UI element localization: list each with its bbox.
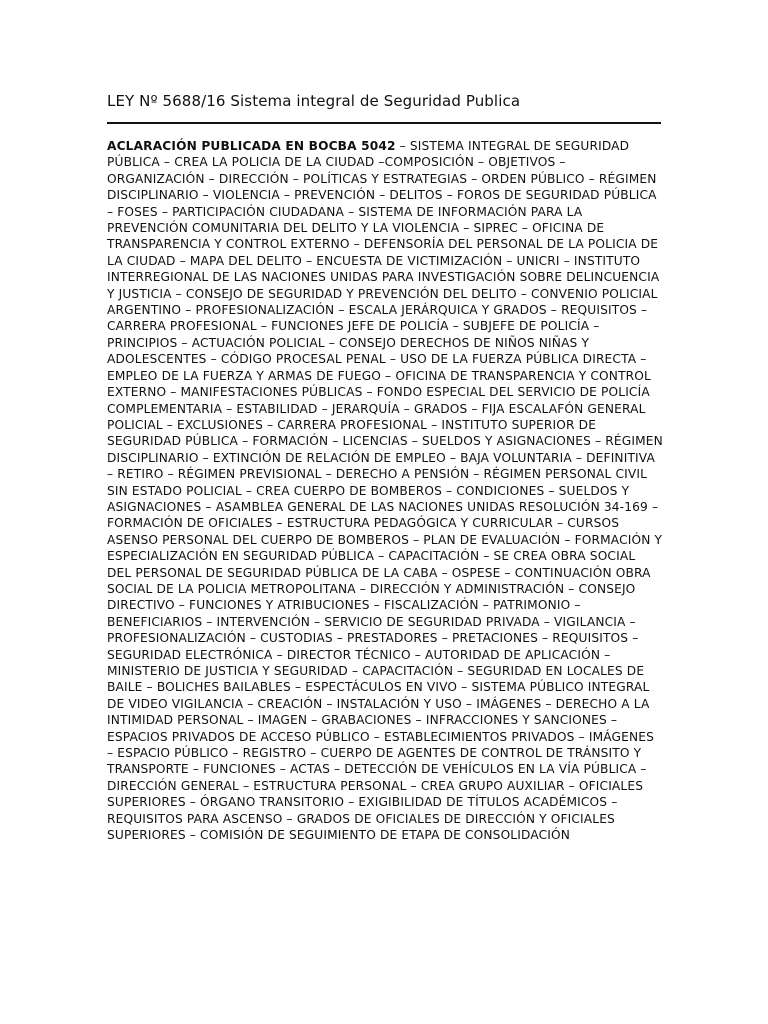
document-body <box>107 138 663 843</box>
body-lead: ACLARACIÓN PUBLICADA EN BOCBA 5042 <box>107 139 396 153</box>
title-divider <box>107 122 661 124</box>
body-text-content: – SISTEMA INTEGRAL DE SEGURIDAD PÚBLICA – CREA LA POLICIA DE LA CIUDAD –COMPOSICIÓN – OBJETIVOS – ORGANIZACIÓN – DIRECCIÓN – POLÍTICAS Y ESTRATEGIAS – ORDEN PÚBLICO – RÉGIMEN DISCIPLINARIO – VIOLENCIA – PREVENCIÓN – DELITOS – FOROS DE SEGURIDAD PÚBLICA – FOSES – PARTICIPACIÓN CIUDADANA – SISTEMA DE INFORMACIÓN PARA LA PREVENCIÓN COMUNITARIA DEL DELITO Y LA VIOLENCIA – SIPREC – OFICINA DE TRANSPARENCIA Y CONTROL EXTERNO – DEFENSORÍA DEL PERSONAL DE LA POLICIA DE LA CIUDAD – MAPA DEL DELITO – ENCUESTA DE VICTIMIZACIÓN – UNICRI – INSTITUTO INTERREGIONAL DE LAS NACIONES UNIDAS PARA INVESTIGACIÓN SOBRE DELINCUENCIA Y JUSTICIA – CONSEJO DE SEGURIDAD Y PREVENCIÓN DEL DELITO – CONVENIO POLICIAL ARGENTINO – PROFESIONALIZACIÓN – ESCALA JERÁRQUICA Y GRADOS – REQUISITOS – CARRERA PROFESIONAL – FUNCIONES JEFE DE POLICÍA – SUBJEFE DE POLICÍA – PRINCIPIOS – ACTUACIÓN POLICIAL – CONSEJO DERECHOS DE NIÑOS NIÑAS Y ADOLESCENTES – CÓDIGO PROCESAL PENAL – USO DE LA FUERZA PÚBLICA DIRECTA – EMPLEO DE LA FUERZA Y ARMAS DE FUEGO – OFICINA DE TRANSPARENCIA Y CONTROL EXTERNO – MANIFESTACIONES PÚBLICAS – FONDO ESPECIAL DEL SERVICIO DE POLICÍA COMPLEMENTARIA – ESTABILIDAD – JERARQUÍA – GRADOS – FIJA ESCALAFÓN GENERAL POLICIAL – EXCLUSIONES – CARRERA PROFESIONAL – INSTITUTO SUPERIOR DE SEGURIDAD PÚBLICA – FORMACIÓN – LICENCIAS – SUELDOS Y ASIGNACIONES – RÉGIMEN DISCIPLINARIO – EXTINCIÓN DE RELACIÓN DE EMPLEO – BAJA VOLUNTARIA – DEFINITIVA – RETIRO – RÉGIMEN PREVISIONAL – DERECHO A PENSIÓN – RÉGIMEN PERSONAL CIVIL SIN ESTADO POLICIAL – CREA CUERPO DE BOMBEROS – CONDICIONES – SUELDOS Y ASIGNACIONES – ASAMBLEA GENERAL DE LAS NACIONES UNIDAS RESOLUCIÓN 34-169 – FORMACIÓN DE OFICIALES – ESTRUCTURA PEDAGÓGICA Y CURRICULAR – CURSOS ASENSO PERSONAL DEL CUERPO DE BOMBEROS – PLAN DE EVALUACIÓN – FORMACIÓN Y ESPECIALIZACIÓN EN SEGURIDAD PÚBLICA – CAPACITACIÓN – SE CREA OBRA SOCIAL DEL PERSONAL DE SEGURIDAD PÚBLICA DE LA CABA – OSPESE – CONTINUACIÓN OBRA SOCIAL DE LA POLICIA METROPOLITANA – DIRECCIÓN Y ADMINISTRACIÓN – CONSEJO DIRECTIVO – FUNCIONES Y ATRIBUCIONES – FISCALIZACIÓN – PATRIMONIO – BENEFICIARIOS – INTERVENCIÓN – SERVICIO DE SEGURIDAD PRIVADA – VIGILANCIA – PROFESIONALIZACIÓN – CUSTODIAS – PRESTADORES – PRETACIONES – REQUISITOS – SEGURIDAD ELECTRÓNICA – DIRECTOR TÉCNICO – AUTORIDAD DE APLICACIÓN – MINISTERIO DE JUSTICIA Y SEGURIDAD – CAPACITACIÓN – SEGURIDAD EN LOCALES DE BAILE – BOLICHES BAILABLES – ESPECTÁCULOS EN VIVO – SISTEMA PÚBLICO INTEGRAL DE VIDEO VIGILANCIA – CREACIÓN – INSTALACIÓN Y USO – IMÁGENES – DERECHO A LA INTIMIDAD PERSONAL – IMAGEN – GRABACIONES – INFRACCIONES Y SANCIONES – ESPACIOS PRIVADOS DE ACCESO PÚBLICO – ESTABLECIMIENTOS PRIVADOS – IMÁGENES – ESPACIO PÚBLICO – REGISTRO – CUERPO DE AGENTES DE CONTROL DE TRÁNSITO Y TRANSPORTE – FUNCIONES – ACTAS – DETECCIÓN DE VEHÍCULOS EN LA VÍA PÚBLICA – DIRECCIÓN GENERAL – ESTRUCTURA PERSONAL – CREA GRUPO AUXILIAR – OFICIALES SUPERIORES – ÓRGANO TRANSITORIO – EXIGIBILIDAD DE TÍTULOS ACADÉMICOS – REQUISITOS PARA ASCENSO – GRADOS DE OFICIALES DE DIRECCIÓN Y OFICIALES SUPERIORES – COMISIÓN DE SEGUIMIENTO DE ETAPA DE CONSOLIDACIÓN <box>107 139 663 843</box>
document-title: LEY Nº 5688/16 Sistema integral de Seguridad Publica <box>107 92 521 110</box>
